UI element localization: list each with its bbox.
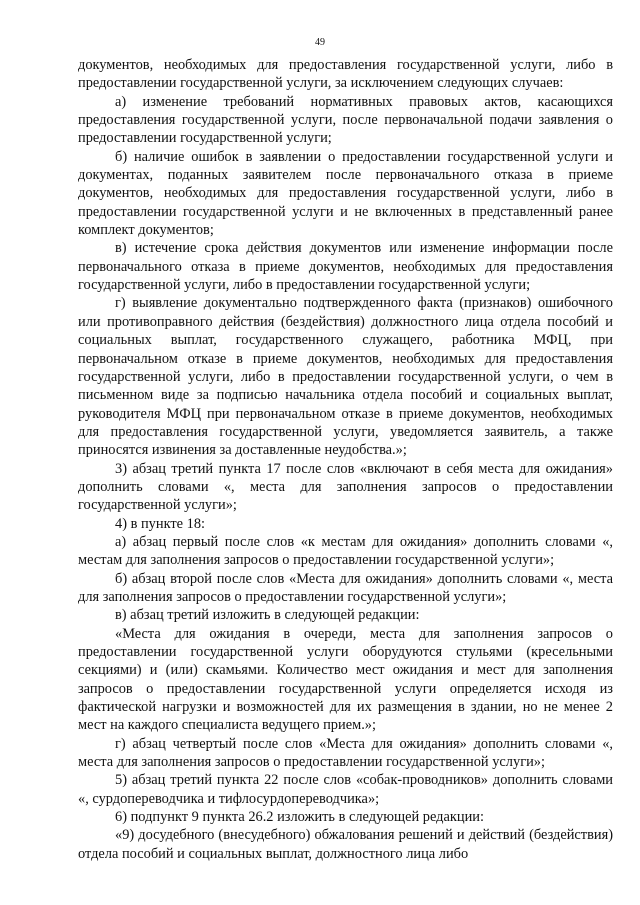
- paragraph: 5) абзац третий пункта 22 после слов «собак-проводников» дополнить словами «, сурдопереводчика и тифлосурдопереводчика»;: [78, 772, 613, 807]
- paragraph: г) абзац четвертый после слов «Места для ожидания» дополнить словами «, места для заполнения запросов о предоставлении государственной услуги»;: [78, 735, 613, 771]
- paragraph: «9) досудебного (внесудебного) обжалования решений и действий (бездействия) отдела пособий и социальных выплат, должностного лица либо: [78, 827, 613, 862]
- body-text: [78, 56, 613, 863]
- paragraph: в) абзац третий изложить в следующей редакции:: [115, 607, 420, 624]
- paragraph: а) абзац первый после слов «к местам для ожидания» дополнить словами «, местам для заполнения запросов о предоставлении государственной услуги»;: [78, 533, 613, 569]
- paragraph: «Места для ожидания в очереди, места для заполнения запросов о предоставлении государственной услуги оборудуются стульями (кресельными секциями) и (или) скамьями. Количество мест ожидания и мест для заполнения запросов о предоставлении государственной услуги определяется исходя из фактической нагрузки и возможностей для их размещения в здании, но не менее 2 мест на каждого специалиста ведущего прием.»;: [78, 625, 613, 734]
- paragraph: б) абзац второй после слов «Места для ожидания» дополнить словами «, места для заполнения запросов о предоставлении государственной услуги»;: [78, 570, 613, 605]
- paragraph: б) наличие ошибок в заявлении о предоставлении государственной услуги и документах, поданных заявителем после первоначального отказа в приеме документов, необходимых для предоставления государственной услуги, либо в предоставлении государственной услуги и не включенных в представленный ранее комплект документов;: [78, 148, 613, 239]
- paragraph: документов, необходимых для предоставления государственной услуги, либо в предоставлении государственной услуги, за исключением следующих случаев:: [78, 57, 613, 92]
- paragraph: 4) в пункте 18:: [115, 515, 206, 532]
- paragraph: 6) подпункт 9 пункта 26.2 изложить в следующей редакции:: [115, 809, 484, 826]
- page-number: 49: [315, 37, 325, 48]
- paragraph: 3) абзац третий пункта 17 после слов «включают в себя места для ожидания» дополнить словами «, места для заполнения запросов о предоставлении государственной услуги»;: [78, 460, 613, 514]
- paragraph: а) изменение требований нормативных правовых актов, касающихся предоставления государственной услуги, после первоначальной подачи заявления о предоставлении государственной услуги;: [78, 93, 613, 147]
- paragraph: г) выявление документально подтвержденного факта (признаков) ошибочного или противоправного действия (бездействия) должностного лица отдела пособий и социальных выплат, государственного служащего, работника МФЦ, при первоначальном отказе в приеме документов, необходимых для предоставления государственной услуги, либо в предоставлении государственной услуги, о чем в письменном виде за подписью начальника отдела пособий и социальных выплат, руководителя МФЦ при первоначальном отказе в приеме документов, необходимых для предоставления государственной услуги, уведомляется заявитель, а также приносятся извинения за доставленные неудобства.»;: [78, 295, 613, 459]
- paragraph: в) истечение срока действия документов или изменение информации после первоначального отказа в приеме документов, необходимых для предоставления государственной услуги, либо в предоставлении государственной услуги;: [78, 240, 613, 294]
